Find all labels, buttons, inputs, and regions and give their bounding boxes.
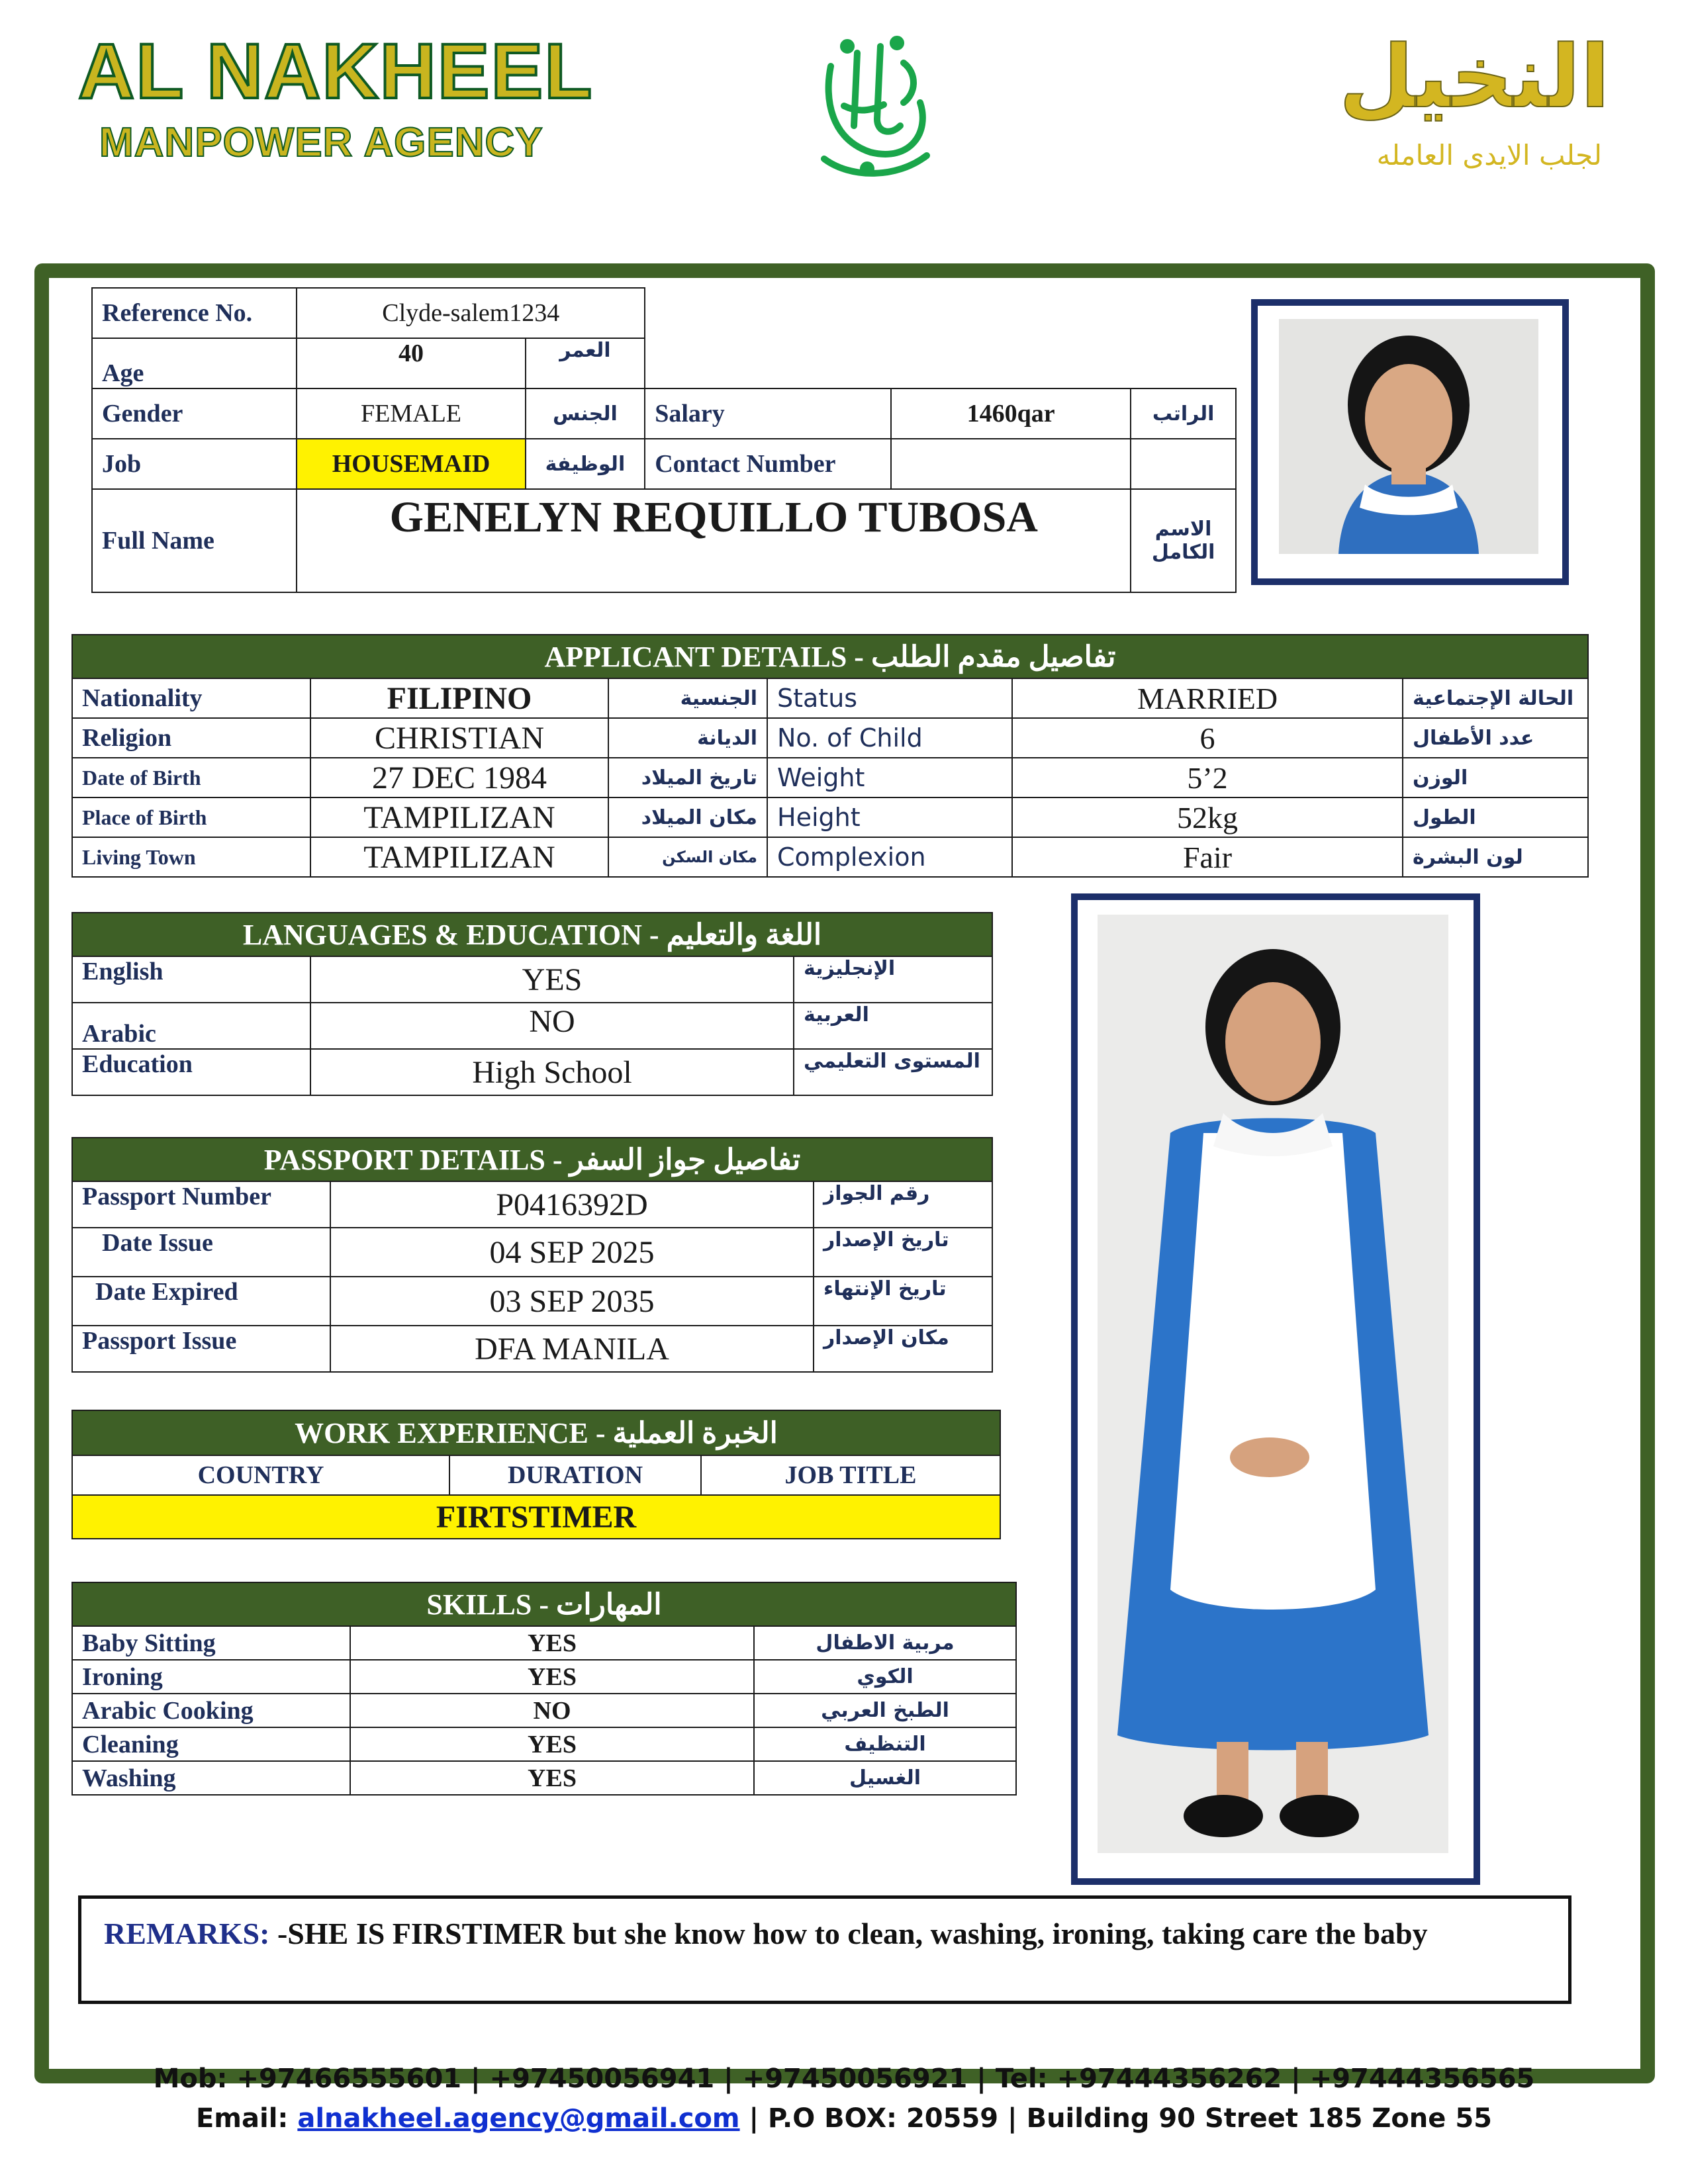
- passport-value: 03 SEP 2035: [330, 1277, 814, 1326]
- footer-email-link[interactable]: alnakheel.agency@gmail.com: [297, 2103, 740, 2134]
- passport-label: Date Issue: [72, 1228, 330, 1277]
- passport-arabic: رقم الجواز: [814, 1181, 992, 1228]
- applicant-arabic-2: الحالة الإجتماعية: [1403, 678, 1588, 718]
- headshot-photo: [1279, 319, 1538, 554]
- remarks-label: REMARKS:: [104, 1917, 270, 1950]
- applicant-label: Date of Birth: [72, 758, 310, 797]
- applicant-label-2: Status: [767, 678, 1012, 718]
- education-value: High School: [310, 1049, 794, 1095]
- applicant-value: CHRISTIAN: [310, 718, 608, 758]
- skill-arabic: الكوي: [754, 1660, 1016, 1694]
- applicant-label: Religion: [72, 718, 310, 758]
- skill-label: Arabic Cooking: [72, 1694, 350, 1727]
- skill-arabic: الطبخ العربي: [754, 1694, 1016, 1727]
- work-entry: FIRTSTIMER: [72, 1495, 1000, 1539]
- gender-label: Gender: [92, 388, 297, 439]
- remarks-text: -SHE IS FIRSTIMER but she know how to clean, washing, ironing, taking care the baby: [269, 1917, 1428, 1950]
- fullname-label: Full Name: [92, 489, 297, 592]
- work-col-duration: DURATION: [449, 1455, 701, 1495]
- languages-table: [71, 912, 993, 1096]
- applicant-label: Living Town: [72, 837, 310, 877]
- language-value: NO: [310, 1003, 794, 1049]
- brand-name-english: AL NAKHEEL: [78, 28, 594, 115]
- skill-value: NO: [350, 1694, 754, 1727]
- contact-label: Contact Number: [645, 439, 891, 489]
- brand-name-arabic: النخيل: [1338, 26, 1610, 127]
- skill-arabic: الغسيل: [754, 1761, 1016, 1795]
- education-arabic: المستوى التعليمي: [794, 1049, 992, 1095]
- passport-label: Passport Number: [72, 1181, 330, 1228]
- fullbody-photo: [1098, 915, 1448, 1853]
- age-label: Age: [92, 338, 297, 388]
- applicant-arabic-2: عدد الأطفال: [1403, 718, 1588, 758]
- passport-value: P0416392D: [330, 1181, 814, 1228]
- job-arabic: الوظيفة: [526, 439, 645, 489]
- age-value: 40: [297, 338, 525, 388]
- salary-value: 1460qar: [891, 388, 1131, 439]
- salary-label: Salary: [645, 388, 891, 439]
- skill-arabic: التنظيف: [754, 1727, 1016, 1761]
- work-section-title: WORK EXPERIENCE - الخبرة العملية: [72, 1410, 1000, 1455]
- passport-label: Date Expired: [72, 1277, 330, 1326]
- job-label: Job: [92, 439, 297, 489]
- applicant-label-2: No. of Child: [767, 718, 1012, 758]
- applicant-value-2: 6: [1012, 718, 1403, 758]
- footer-contact-line: Mob: +97466555601 | +97450056941 | +97450056921 | Tel: +97444356262 | +97444356565: [153, 2064, 1535, 2094]
- skill-label: Baby Sitting: [72, 1626, 350, 1660]
- salary-arabic: الراتب: [1131, 388, 1236, 439]
- applicant-value: TAMPILIZAN: [310, 837, 608, 877]
- applicant-arabic: الجنسية: [608, 678, 767, 718]
- skill-value: YES: [350, 1626, 754, 1660]
- applicant-value-2: 5’2: [1012, 758, 1403, 797]
- applicant-arabic-2: الطول: [1403, 797, 1588, 837]
- reference-label: Reference No.: [92, 288, 297, 338]
- gender-arabic: الجنس: [526, 388, 645, 439]
- language-label: English: [72, 956, 310, 1003]
- skills-section-title: SKILLS - المهارات: [72, 1582, 1016, 1626]
- skill-label: Washing: [72, 1761, 350, 1795]
- education-label: Education: [72, 1049, 310, 1095]
- passport-section-title: PASSPORT DETAILS - تفاصيل جواز السفر: [72, 1138, 992, 1181]
- language-arabic: العربية: [794, 1003, 992, 1049]
- skills-table: [71, 1582, 1017, 1796]
- arabic-calligraphy-logo-icon: [784, 26, 957, 185]
- passport-value: DFA MANILA: [330, 1326, 814, 1372]
- age-arabic: العمر: [526, 338, 645, 388]
- applicant-section-title: APPLICANT DETAILS - تفاصيل مقدم الطلب: [72, 635, 1588, 678]
- passport-arabic: تاريخ الإنتهاء: [814, 1277, 992, 1326]
- footer-address: | P.O BOX: 20559 | Building 90 Street 185 Zone 55: [739, 2103, 1493, 2134]
- passport-arabic: مكان الإصدار: [814, 1326, 992, 1372]
- applicant-label-2: Weight: [767, 758, 1012, 797]
- applicant-arabic-2: الوزن: [1403, 758, 1588, 797]
- applicant-label-2: Height: [767, 797, 1012, 837]
- passport-table: [71, 1137, 993, 1373]
- applicant-label: Place of Birth: [72, 797, 310, 837]
- contact-value: [891, 439, 1131, 489]
- applicant-value-2: Fair: [1012, 837, 1403, 877]
- applicant-details-table: [71, 634, 1589, 878]
- skill-label: Ironing: [72, 1660, 350, 1694]
- skill-label: Cleaning: [72, 1727, 350, 1761]
- work-col-country: COUNTRY: [72, 1455, 449, 1495]
- work-experience-table: [71, 1410, 1001, 1539]
- applicant-arabic: الديانة: [608, 718, 767, 758]
- applicant-value: 27 DEC 1984: [310, 758, 608, 797]
- remarks-box: [78, 1895, 1571, 2004]
- applicant-label-2: Complexion: [767, 837, 1012, 877]
- applicant-label: Nationality: [72, 678, 310, 718]
- reference-value: Clyde-salem1234: [297, 288, 645, 338]
- skill-value: YES: [350, 1660, 754, 1694]
- applicant-arabic-2: لون البشرة: [1403, 837, 1588, 877]
- footer-email-line: [0, 2103, 1688, 2134]
- gender-value: FEMALE: [297, 388, 525, 439]
- applicant-value-2: MARRIED: [1012, 678, 1403, 718]
- footer-email-label: Email:: [195, 2103, 289, 2134]
- work-col-job-title: JOB TITLE: [701, 1455, 1000, 1495]
- brand-subtitle-english: MANPOWER AGENCY: [99, 120, 543, 165]
- applicant-arabic: تاريخ الميلاد: [608, 758, 767, 797]
- applicant-arabic: مكان الميلاد: [608, 797, 767, 837]
- applicant-value: TAMPILIZAN: [310, 797, 608, 837]
- fullname-arabic: الاسم الكامل: [1131, 489, 1236, 592]
- fullname-value: GENELYN REQUILLO TUBOSA: [297, 489, 1131, 592]
- skill-value: YES: [350, 1761, 754, 1795]
- passport-label: Passport Issue: [72, 1326, 330, 1372]
- language-value: YES: [310, 956, 794, 1003]
- applicant-value: FILIPINO: [310, 678, 608, 718]
- applicant-arabic: مكان السكن: [608, 837, 767, 877]
- language-arabic: الإنجليزية: [794, 956, 992, 1003]
- skill-value: YES: [350, 1727, 754, 1761]
- passport-arabic: تاريخ الإصدار: [814, 1228, 992, 1277]
- brand-subtitle-arabic: لجلب الايدى العامله: [1376, 139, 1602, 171]
- job-value: HOUSEMAID: [297, 439, 525, 489]
- skill-arabic: مربية الاطفال: [754, 1626, 1016, 1660]
- language-label: Arabic: [72, 1003, 310, 1049]
- languages-section-title: LANGUAGES & EDUCATION - اللغة والتعليم: [72, 913, 992, 956]
- passport-value: 04 SEP 2025: [330, 1228, 814, 1277]
- top-info-table: [91, 287, 1237, 593]
- applicant-value-2: 52kg: [1012, 797, 1403, 837]
